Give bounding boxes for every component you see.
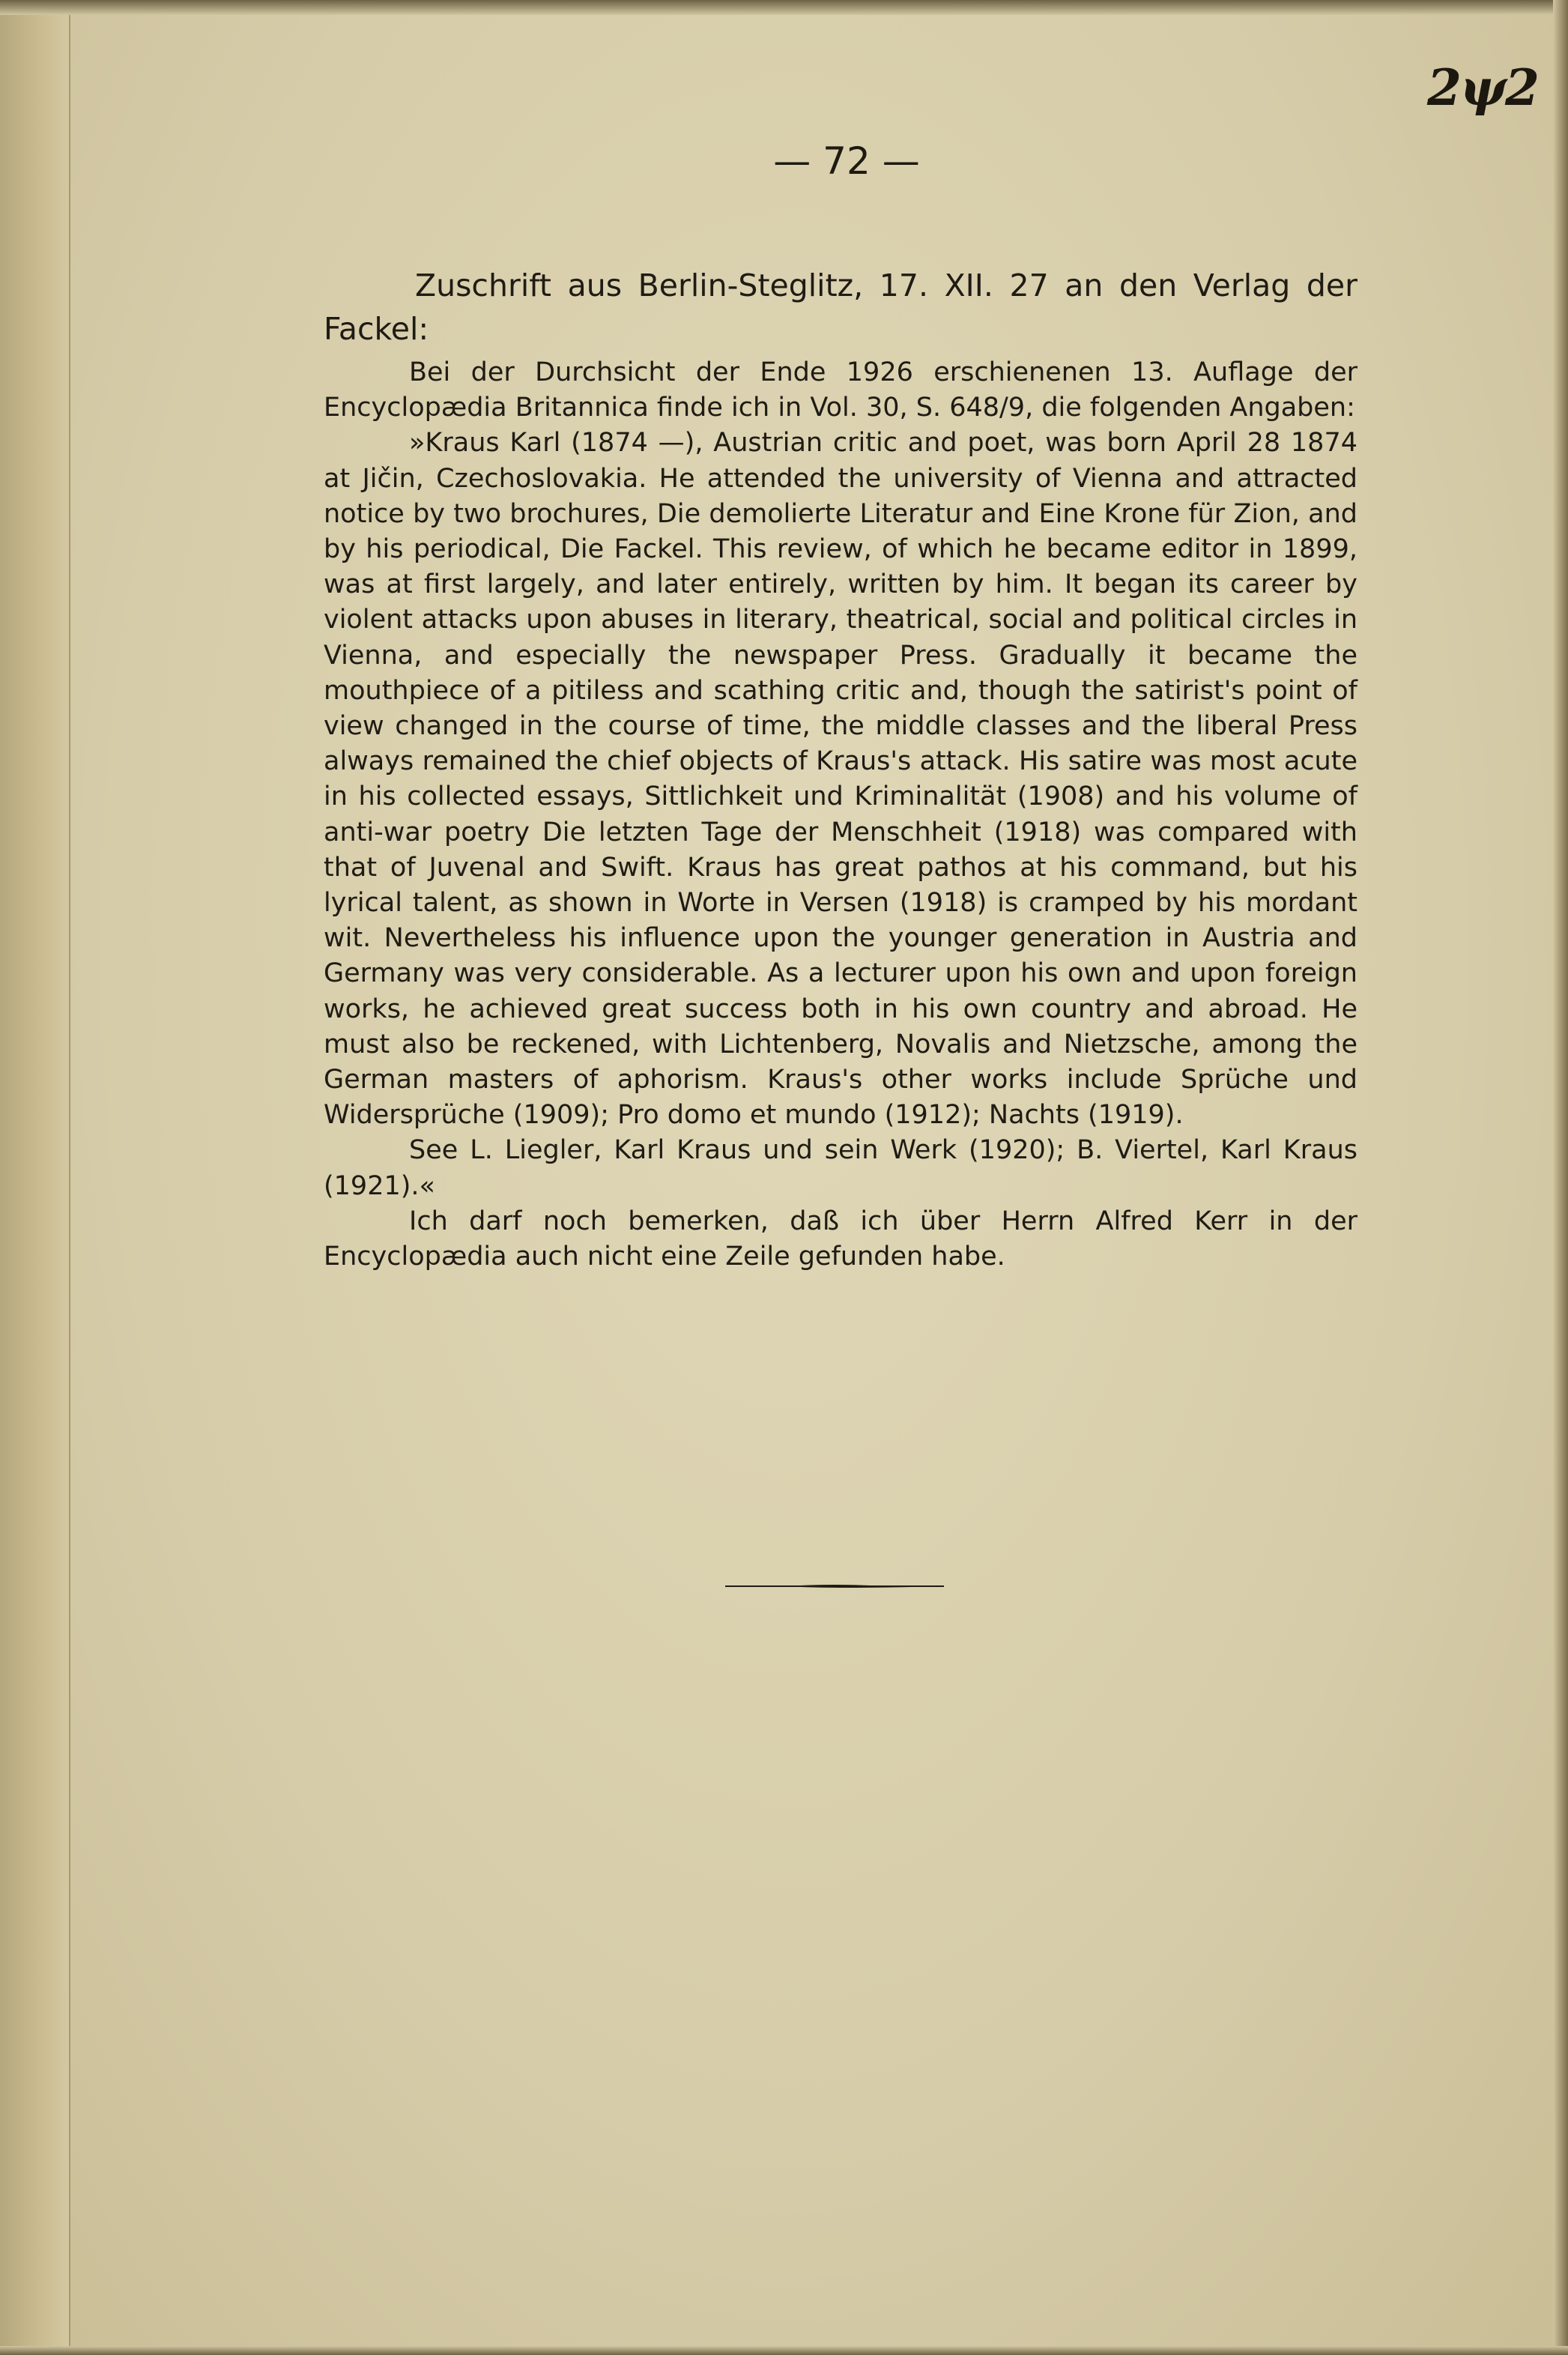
paragraph-closing: Ich darf noch bemerken, daß ich über Herrn Alfred Kerr in der Encyclopædia auch nicht eine Zeile gefunden habe.	[324, 1206, 1357, 1272]
handwritten-archive-number: 2ψ2	[1427, 58, 1538, 117]
book-spine-shadow	[0, 0, 70, 2355]
page-edge-right	[1553, 0, 1568, 2355]
page-number: — 72 —	[773, 139, 920, 183]
page-edge-bottom	[0, 2346, 1568, 2355]
page-edge-top	[0, 0, 1568, 15]
paragraph-references: See L. Liegler, Karl Kraus und sein Werk (1920); B. Viertel, Karl Kraus (1921).«	[324, 1135, 1357, 1201]
paragraph-intro: Bei der Durchsicht der Ende 1926 erschienenen 13. Auflage der Encyclopædia Britannica finde ich in Vol. 30, S. 648/9, die folgenden Angaben:	[324, 357, 1357, 423]
letter-header: Zuschrift aus Berlin-Steglitz, 17. XII. 27 an den Verlag der Fackel:	[324, 267, 1357, 347]
paragraph-quote: »Kraus Karl (1874 —), Austrian critic and poet, was born April 28 1874 at Jičin, Czechoslovakia. He attended the university of Vienna and attracted notice by two brochures, Die demolierte Literatur and Eine Krone für Zion, and by his periodical, Die Fackel. This review, of which he became editor in 1899, was at first largely, and later entirely, written by him. It began its career by violent attacks upon abuses in literary, theatrical, social and political circles in Vienna, and especially the newspaper Press. Gradually it became the mouthpiece of a pitiless and scathing critic and, though the satirist's point of view changed in the course of time, the middle classes and the liberal Press always remained the chief objects of Kraus's attack. His satire was most acute in his collected essays, Sittlichkeit und Kriminalität (1908) and his volume of anti-war poetry Die letzten Tage der Menschheit (1918) was compared with that of Juvenal and Swift. Kraus has great pathos at his command, but his lyrical talent, as shown in Worte in Versen (1918) is cramped by his mordant wit. Nevertheless his influence upon the younger generation in Austria and Germany was very considerable. As a lecturer upon his own and upon foreign works, he achieved great success both in his own country and abroad. He must also be reckened, with Lichtenberg, Novalis and Nietzsche, among the German masters of aphorism. Kraus's other works include Sprüche und Widersprüche (1909); Pro domo et mundo (1912); Nachts (1919).	[324, 428, 1357, 1131]
text-block	[324, 264, 1357, 1275]
end-ornament-rule	[725, 1583, 944, 1589]
